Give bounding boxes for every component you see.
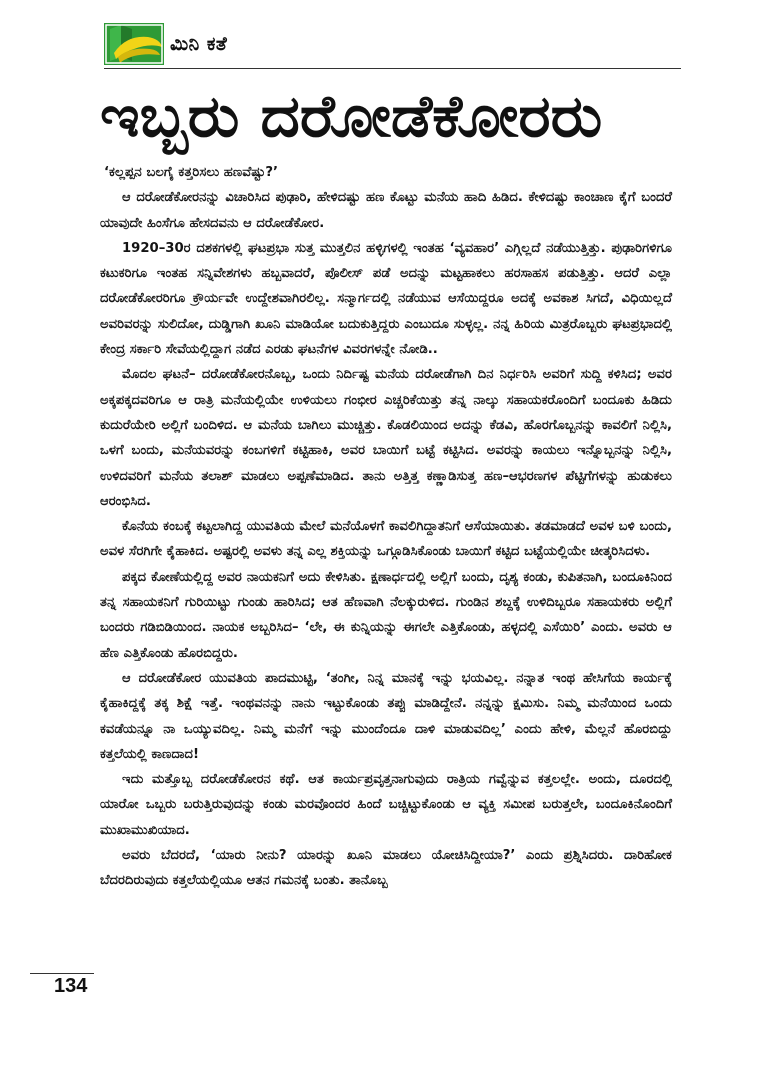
article-paragraph: ಅವರು ಬೆದರದೆ, ‘ಯಾರು ನೀನು? ಯಾರನ್ನು ಖೂನಿ ಮಾಡಲು ಯೋಚಿಸಿದ್ದೀಯಾ?’ ಎಂದು ಪ್ರಶ್ನಿಸಿದರು. ದಾರಿಹೋಕ ಬೆದರದಿರುವುದು ಕತ್ತಲೆಯಲ್ಲಿಯೂ ಆತನ ಗಮನಕ್ಕೆ ಬಂತು. ತಾನೊಬ್ಬ — [100, 848, 672, 889]
article-paragraph: ಪಕ್ಕದ ಕೋಣೆಯಲ್ಲಿದ್ದ ಅವರ ನಾಯಕನಿಗೆ ಅದು ಕೇಳಿಸಿತು. ಕ್ಷಣಾರ್ಧದಲ್ಲಿ ಅಲ್ಲಿಗೆ ಬಂದು, ದೃಶ್ಯ ಕಂಡು, ಕುಪಿತನಾಗಿ, ಬಂದೂಕಿನಿಂದ ತನ್ನ ಸಹಾಯಕನಿಗೆ ಗುರಿಯಿಟ್ಟು ಗುಂಡು ಹಾರಿಸಿದ; ಆತ ಹೆಣವಾಗಿ ನೆಲಕ್ಕುರುಳಿದ. ಗುಂಡಿನ ಶಬ್ದಕ್ಕೆ ಉಳಿದಿಬ್ಬರೂ ಸಹಾಯಕರು ಅಲ್ಲಿಗೆ ಬಂದರು ಗಡಿಬಿಡಿಯಿಂದ. ನಾಯಕ ಅಬ್ಬರಿಸಿದ– ‘ಲೇ, ಈ ಕುನ್ನಿಯನ್ನು ಈಗಲೇ ಎತ್ತಿಕೊಂಡು, ಹಳ್ಳದಲ್ಲಿ ಎಸೆಯಿರಿ’ ಎಂದು. ಅವರು ಆ ಹೆಣ ಎತ್ತಿಕೊಂಡು ಹೊರಬಿದ್ದರು. — [100, 569, 672, 661]
article-paragraph: ಇದು ಮತ್ತೊಬ್ಬ ದರೋಡೆಕೋರನ ಕಥೆ. ಆತ ಕಾರ್ಯಪ್ರವೃತ್ತನಾಗುವುದು ರಾತ್ರಿಯ ಗವ್ವೆನ್ನುವ ಕತ್ತಲಲ್ಲೇ. ಅಂದು, ದೂರದಲ್ಲಿ ಯಾರೋ ಒಬ್ಬರು ಬರುತ್ತಿರುವುದನ್ನು ಕಂಡು ಮರವೊಂದರ ಹಿಂದೆ ಬಚ್ಚಿಟ್ಟುಕೊಂಡು ಆ ವ್ಯಕ್ತಿ ಸಮೀಪ ಬರುತ್ತಲೇ, ಬಂದೂಕಿನೊಂದಿಗೆ ಮುಖಾಮುಖಿಯಾದ. — [100, 772, 672, 838]
header-divider — [104, 68, 681, 69]
article-paragraph: ‘ಕಲ್ಲಪ್ಪನ ಬಲಗೈ ಕತ್ತರಿಸಲು ಹಣವೆಷ್ಟು?’ — [104, 165, 278, 180]
section-header — [104, 22, 227, 66]
article-paragraph: ಆ ದರೋಡೆಕೋರನನ್ನು ವಿಚಾರಿಸಿದ ಪುಢಾರಿ, ಹೇಳಿದಷ್ಟು ಹಣ ಕೊಟ್ಟು ಮನೆಯ ಹಾದಿ ಹಿಡಿದ. ಕೇಳಿದಷ್ಟು ಕಾಂಚಾಣ ಕೈಗೆ ಬಂದರೆ ಯಾವುದೇ ಹಿಂಸೆಗೂ ಹೇಸದವನು ಆ ದರೋಡೆಕೋರ. — [100, 190, 672, 231]
article-paragraph: ಕೊನೆಯ ಕಂಬಕ್ಕೆ ಕಟ್ಟಲಾಗಿದ್ದ ಯುವತಿಯ ಮೇಲೆ ಮನೆಯೊಳಗೆ ಕಾವಲಿಗಿದ್ದಾತನಿಗೆ ಆಸೆಯಾಯಿತು. ತಡಮಾಡದೆ ಅವಳ ಬಳಿ ಬಂದು, ಅವಳ ಸೆರಗಿಗೇ ಕೈಹಾಕಿದ. ಅಷ್ಟರಲ್ಲಿ ಅವಳು ತನ್ನ ಎಲ್ಲ ಶಕ್ತಿಯನ್ನು ಒಗ್ಗೂಡಿಸಿಕೊಂಡು ಬಾಯಿಗೆ ಕಟ್ಟಿದ ಬಟ್ಟೆಯಲ್ಲಿಯೇ ಚೀತ್ಕರಿಸಿದಳು. — [100, 519, 672, 560]
article-paragraph: 1920–30ರ ದಶಕಗಳಲ್ಲಿ ಘಟಪ್ರಭಾ ಸುತ್ತ ಮುತ್ತಲಿನ ಹಳ್ಳಿಗಳಲ್ಲಿ ಇಂತಹ ‘ವ್ಯವಹಾರ’ ಎಗ್ಗಿಲ್ಲದೆ ನಡೆಯುತ್ತಿತ್ತು. ಪುಢಾರಿಗಳಿಗೂ ಕಟುಕರಿಗೂ ಇಂತಹ ಸನ್ನಿವೇಶಗಳು ಹಬ್ಬವಾದರೆ, ಪೊಲೀಸ್ ಪಡೆ ಅದನ್ನು ಮಟ್ಟಹಾಕಲು ಹರಸಾಹಸ ಪಡುತ್ತಿತ್ತು. ಆದರೆ ಎಲ್ಲಾ ದರೋಡೆಕೋರರಿಗೂ ಕ್ರೌರ್ಯವೇ ಉದ್ದೇಶವಾಗಿರಲಿಲ್ಲ. ಸನ್ಮಾರ್ಗದಲ್ಲಿ ನಡೆಯುವ ಆಸೆಯಿದ್ದರೂ ಅದಕ್ಕೆ ಅವಕಾಶ ಸಿಗದೆ, ವಿಧಿಯಿಲ್ಲದೆ ಅವರಿವರನ್ನು ಸುಲಿದೋ, ದುಡ್ಡಿಗಾಗಿ ಖೂನಿ ಮಾಡಿಯೋ ಬದುಕುತ್ತಿದ್ದರು ಎಂಬುದೂ ಸುಳ್ಳಲ್ಲ. ನನ್ನ ಹಿರಿಯ ಮಿತ್ರರೊಬ್ಬರು ಘಟಪ್ರಭಾದಲ್ಲಿ ಕೇಂದ್ರ ಸರ್ಕಾರಿ ಸೇವೆಯಲ್ಲಿದ್ದಾಗ ನಡೆದ ಎರಡು ಘಟನೆಗಳ ವಿವರಗಳನ್ನೇ ನೋಡಿ.. — [100, 240, 672, 358]
page-number: 134 — [54, 975, 88, 997]
article-title: ಇಬ್ಬರು ದರೋಡೆಕೋರರು — [100, 82, 603, 150]
article-body — [100, 160, 672, 894]
article-paragraph: ಮೊದಲ ಘಟನೆ– ದರೋಡೆಕೋರನೊಬ್ಬ, ಒಂದು ನಿರ್ದಿಷ್ಟ ಮನೆಯ ದರೋಡೆಗಾಗಿ ದಿನ ನಿರ್ಧರಿಸಿ ಅವರಿಗೆ ಸುದ್ದಿ ಕಳಿಸಿದ; ಅವರ ಅಕ್ಕಪಕ್ಕದವರಿಗೂ ಆ ರಾತ್ರಿ ಮನೆಯಲ್ಲಿಯೇ ಉಳಿಯಲು ಗಂಭೀರ ಎಚ್ಚರಿಕೆಯಿತ್ತು ತನ್ನ ನಾಲ್ಕು ಸಹಾಯಕರೊಂದಿಗೆ ಬಂದೂಕು ಹಿಡಿದು ಕುದುರೆಯೇರಿ ಅಲ್ಲಿಗೆ ಬಂದಿಳಿದ. ಆ ಮನೆಯ ಬಾಗಿಲು ಮುಚ್ಚಿತ್ತು. ಕೊಡಲಿಯಿಂದ ಅದನ್ನು ಕೆಡವಿ, ಹೊರಗೊಬ್ಬನನ್ನು ಕಾವಲಿಗೆ ನಿಲ್ಲಿಸಿ, ಒಳಗೆ ಬಂದು, ಮನೆಯವರನ್ನು ಕಂಬಗಳಿಗೆ ಕಟ್ಟಿಹಾಕಿ, ಅವರ ಬಾಯಿಗೆ ಬಟ್ಟೆ ಕಟ್ಟಿಸಿದ. ಅವರನ್ನು ಕಾಯಲು ಇನ್ನೊಬ್ಬನನ್ನು ನಿಲ್ಲಿಸಿ, ಉಳಿದವರಿಗೆ ಮನೆಯ ತಲಾಶ್ ಮಾಡಲು ಅಪ್ಪಣೆಮಾಡಿದ. ತಾನು ಅತ್ತಿತ್ತ ಕಣ್ಣಾಡಿಸುತ್ತ ಹಣ–ಆಭರಣಗಳ ಪೆಟ್ಟಿಗೆಗಳನ್ನು ಹುಡುಕಲು ಆರಂಭಿಸಿದ. — [100, 367, 672, 509]
open-book-logo-icon — [104, 23, 164, 65]
article-paragraph: ಆ ದರೋಡೆಕೋರ ಯುವತಿಯ ಪಾದಮುಟ್ಟಿ, ‘ತಂಗೀ, ನಿನ್ನ ಮಾನಕ್ಕೆ ಇನ್ನು ಭಯವಿಲ್ಲ. ನನ್ನಾತ ಇಂಥ ಹೇಸಿಗೆಯ ಕಾರ್ಯಕ್ಕೆ ಕೈಹಾಕಿದ್ದಕ್ಕೆ ತಕ್ಕ ಶಿಕ್ಷೆ ಇತ್ತೆ. ಇಂಥವನನ್ನು ನಾನು ಇಟ್ಟುಕೊಂಡು ತಪ್ಪು ಮಾಡಿದ್ದೇನೆ. ನನ್ನನ್ನು ಕ್ಷಮಿಸು. ನಿಮ್ಮ ಮನೆಯಿಂದ ಒಂದು ಕವಡೆಯನ್ನೂ ನಾ ಒಯ್ಯುವದಿಲ್ಲ. ನಿಮ್ಮ ಮನೆಗೆ ಇನ್ನು ಮುಂದೆಂದೂ ದಾಳಿ ಮಾಡುವದಿಲ್ಲ’ ಎಂದು ಹೇಳಿ, ಮೆಲ್ಲನೆ ಹೊರಬಿದ್ದು ಕತ್ತಲೆಯಲ್ಲಿ ಕಾಣದಾದ! — [100, 670, 672, 762]
section-label: ಮಿನಿ ಕತೆ — [170, 33, 228, 55]
footer-divider — [30, 973, 94, 974]
